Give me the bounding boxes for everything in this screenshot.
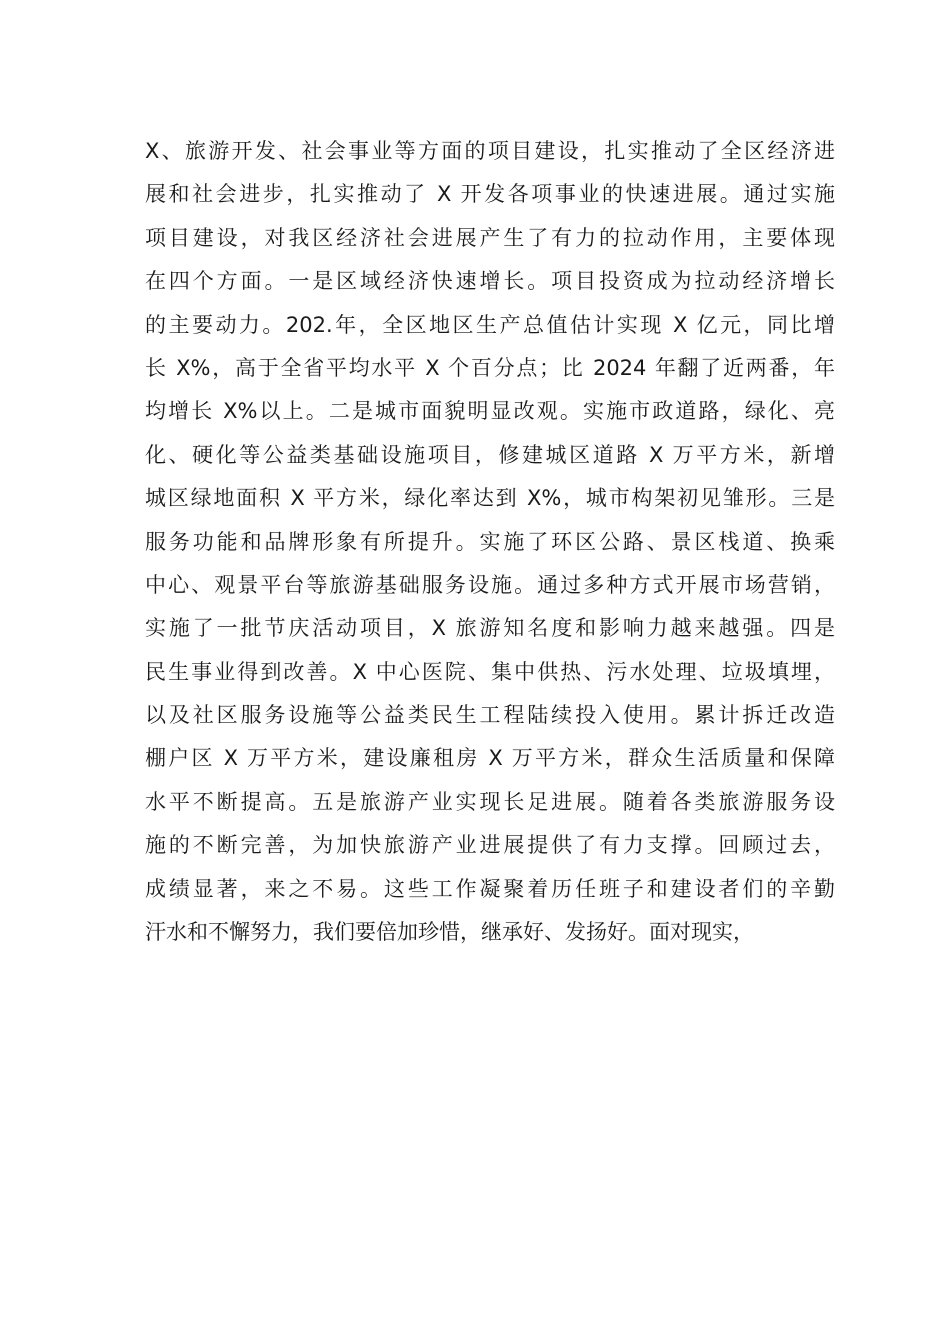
text-line-10: 服务功能和品牌形象有所提升。实施了环区公路、景区栈道、换乘 bbox=[145, 529, 835, 554]
text-line-4: 在四个方面。一是区域经济快速增长。项目投资成为拉动经济增长 bbox=[145, 269, 835, 294]
text-line-9: 城区绿地面积 X 平方米，绿化率达到 X%，城市构架初见雏形。三是 bbox=[145, 486, 835, 511]
text-line-5: 的主要动力。202.年，全区地区生产总值估计实现 X 亿元，同比增 bbox=[145, 312, 835, 337]
body-paragraph bbox=[145, 130, 835, 954]
text-line-7: 均增长 X%以上。二是城市面貌明显改观。实施市政道路，绿化、亮 bbox=[145, 399, 835, 424]
text-line-16: 水平不断提高。五是旅游产业实现长足进展。随着各类旅游服务设 bbox=[145, 789, 835, 814]
text-line-19: 汗水和不懈努力，我们要倍加珍惜，继承好、发扬好。面对现实， bbox=[145, 920, 754, 945]
text-line-3: 项目建设，对我区经济社会进展产生了有力的拉动作用，主要体现 bbox=[145, 225, 835, 250]
text-line-6: 长 X%，高于全省平均水平 X 个百分点；比 2024 年翻了近两番，年 bbox=[145, 355, 835, 380]
text-line-15: 棚户区 X 万平方米，建设廉租房 X 万平方米，群众生活质量和保障 bbox=[145, 746, 835, 771]
text-line-11: 中心、观景平台等旅游基础服务设施。通过多种方式开展市场营销， bbox=[145, 572, 835, 597]
text-line-2: 展和社会进步，扎实推动了 X 开发各项事业的快速进展。通过实施 bbox=[145, 182, 835, 207]
text-line-14: 以及社区服务设施等公益类民生工程陆续投入使用。累计拆迁改造 bbox=[145, 703, 835, 728]
text-line-8: 化、硬化等公益类基础设施项目，修建城区道路 X 万平方米，新增 bbox=[145, 442, 835, 467]
text-line-18: 成绩显著，来之不易。这些工作凝聚着历任班子和建设者们的辛勤 bbox=[145, 876, 835, 901]
text-line-12: 实施了一批节庆活动项目，X 旅游知名度和影响力越来越强。四是 bbox=[145, 616, 835, 641]
text-line-13: 民生事业得到改善。X 中心医院、集中供热、污水处理、垃圾填埋， bbox=[145, 659, 835, 684]
text-line-17: 施的不断完善，为加快旅游产业进展提供了有力支撑。回顾过去， bbox=[145, 833, 835, 858]
text-line-1: X、旅游开发、社会事业等方面的项目建设，扎实推动了全区经济进 bbox=[145, 139, 835, 163]
